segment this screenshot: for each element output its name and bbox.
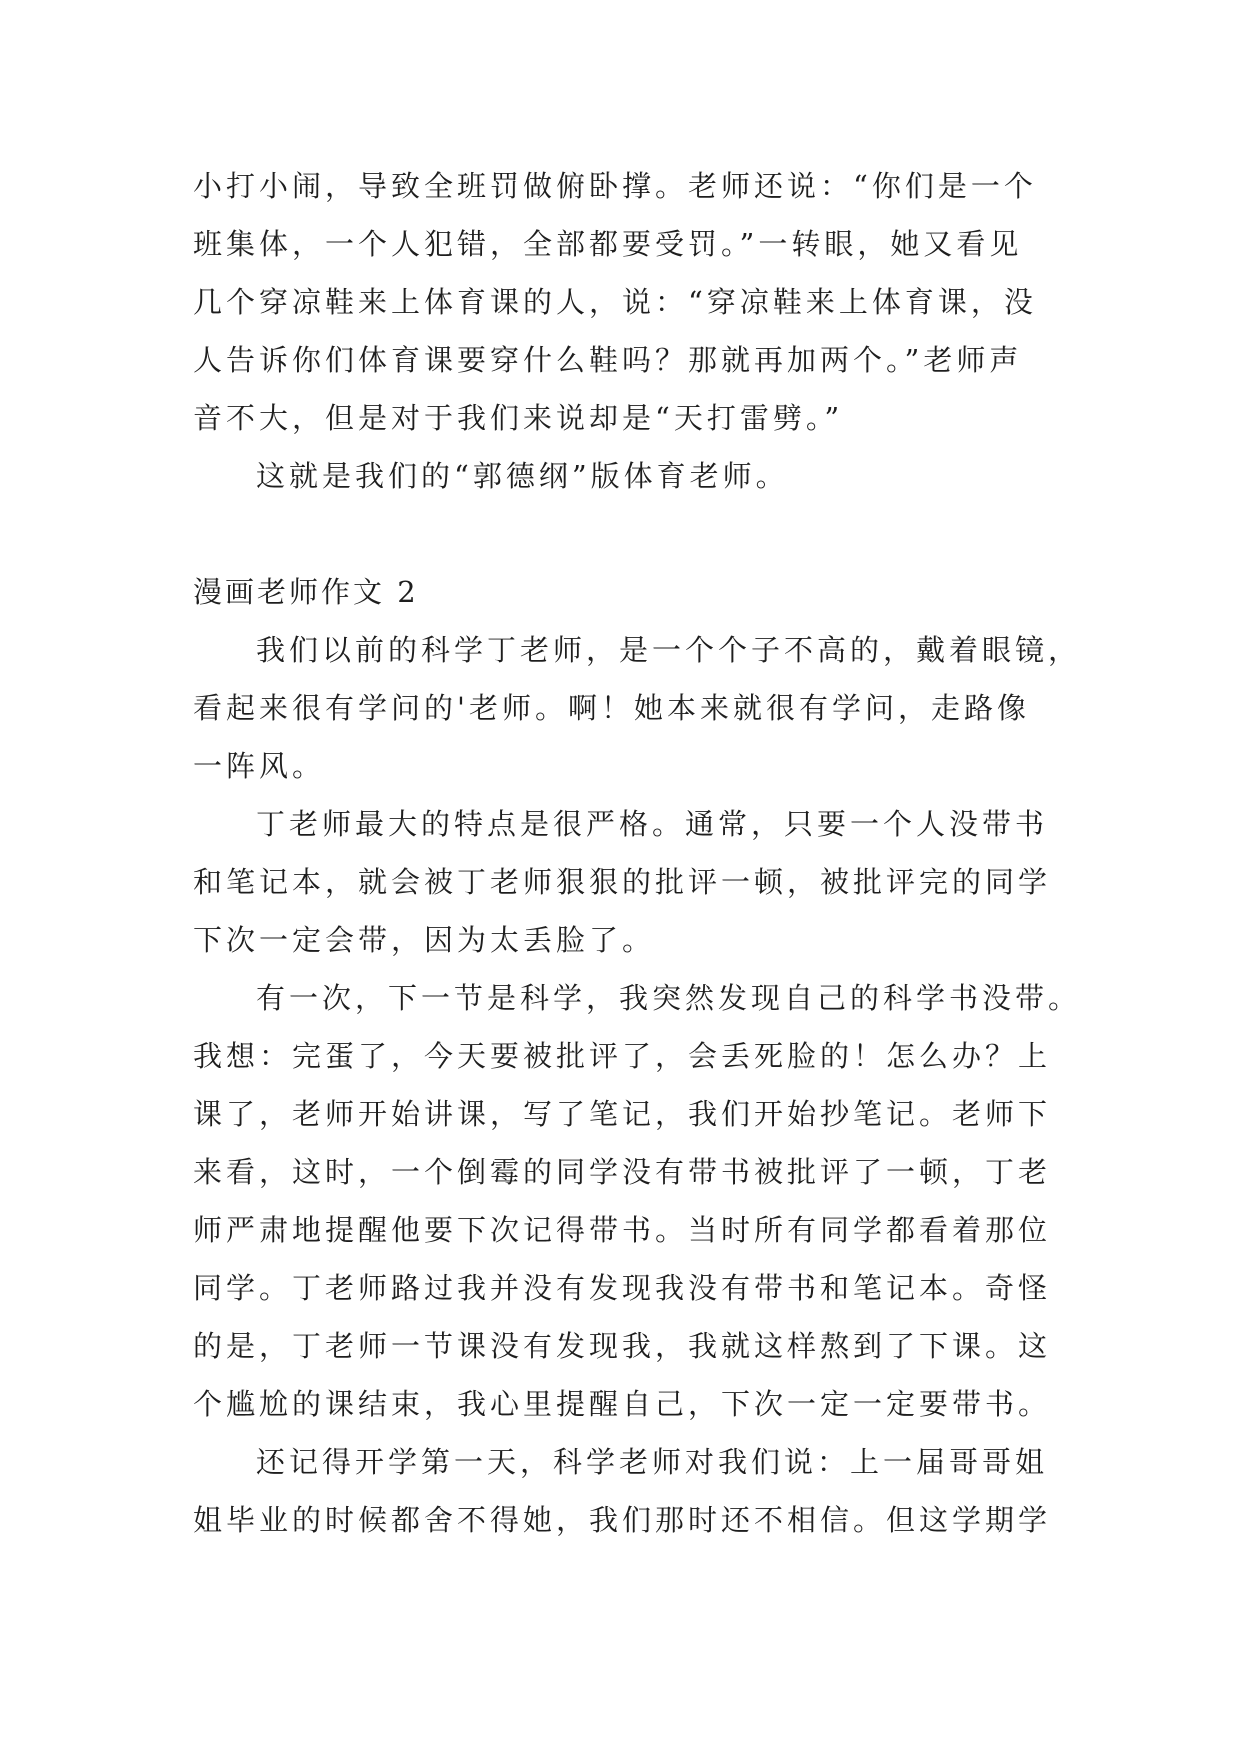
- paragraph-line: 和笔记本，就会被丁老师狠狠的批评一顿，被批评完的同学: [193, 865, 1052, 899]
- paragraph-line: 丁老师最大的特点是很严格。通常，只要一个人没带书: [256, 807, 1049, 841]
- paragraph-line: 这就是我们的“郭德纲”版体育老师。: [256, 459, 789, 493]
- paragraph-line: 同学。丁老师路过我并没有发现我没有带书和笔记本。奇怪: [193, 1271, 1052, 1305]
- paragraph-line: 一阵风。: [193, 749, 326, 783]
- paragraph-line: 来看，这时，一个倒霉的同学没有带书被批评了一顿，丁老: [193, 1155, 1052, 1189]
- paragraph-line: 小打小闹，导致全班罚做俯卧撑。老师还说：“你们是一个: [193, 169, 1037, 203]
- section-heading: 漫画老师作文 2: [193, 575, 419, 609]
- paragraph-line: 音不大，但是对于我们来说却是“天打雷劈。”: [193, 401, 844, 435]
- paragraph-line: 人告诉你们体育课要穿什么鞋吗？那就再加两个。”老师声: [193, 343, 1023, 377]
- paragraph-line: 姐毕业的时候都舍不得她，我们那时还不相信。但这学期学: [193, 1503, 1052, 1537]
- paragraph-line: 的是，丁老师一节课没有发现我，我就这样熬到了下课。这: [193, 1329, 1052, 1363]
- paragraph-line: 有一次，下一节是科学，我突然发现自己的科学书没带。: [256, 981, 1082, 1015]
- paragraph-line: 还记得开学第一天，科学老师对我们说：上一届哥哥姐: [256, 1445, 1049, 1479]
- paragraph-line: 看起来很有学问的'老师。啊！她本来就很有学问，走路像: [193, 691, 1030, 725]
- paragraph-line: 我想：完蛋了，今天要被批评了，会丢死脸的！怎么办？上: [193, 1039, 1052, 1073]
- paragraph-line: 下次一定会带，因为太丢脸了。: [193, 923, 656, 957]
- paragraph-line: 几个穿凉鞋来上体育课的人，说：“穿凉鞋来上体育课，没: [193, 285, 1037, 319]
- paragraph-line: 班集体，一个人犯错，全部都要受罚。”一转眼，她又看见: [193, 227, 1023, 261]
- paragraph-line: 课了，老师开始讲课，写了笔记，我们开始抄笔记。老师下: [193, 1097, 1052, 1131]
- paragraph-line: 我们以前的科学丁老师，是一个个子不高的，戴着眼镜，: [256, 633, 1082, 667]
- paragraph-line: 师严肃地提醒他要下次记得带书。当时所有同学都看着那位: [193, 1213, 1052, 1247]
- paragraph-line: 个尴尬的课结束，我心里提醒自己，下次一定一定要带书。: [193, 1387, 1052, 1421]
